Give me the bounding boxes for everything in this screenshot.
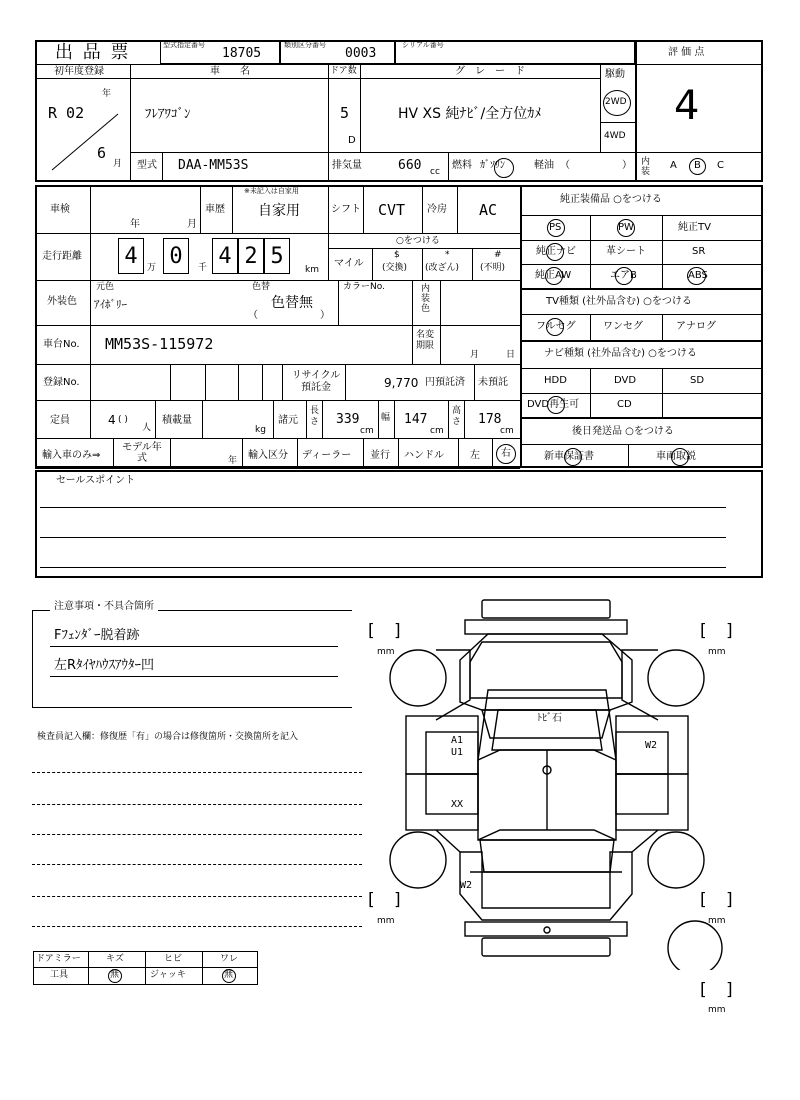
height-label: 高さ <box>452 406 462 427</box>
eq-abs: ABS <box>688 270 708 281</box>
car-diagram <box>370 590 760 970</box>
color-no-label: カラーNo. <box>343 282 385 292</box>
v-width <box>378 400 379 438</box>
v-interior <box>635 152 636 182</box>
drive-divider <box>600 122 635 123</box>
v-name-change <box>412 325 413 364</box>
inspector-line-5 <box>32 896 362 897</box>
v-color-no <box>338 280 339 325</box>
inspector-line-6 <box>32 926 362 927</box>
car-name: ﾌﾚｱﾜｺﾞﾝ <box>145 107 191 122</box>
recycle-label: リサイクル預託金 <box>291 370 341 393</box>
reg-year-unit: 年 <box>102 89 112 99</box>
tyre-fl-mm: mm <box>377 647 395 657</box>
import-dealer: ディーラー <box>302 450 352 461</box>
sales-line-1 <box>40 507 726 508</box>
history-label: 車歴 <box>205 204 225 215</box>
name-change-month: 月 <box>470 350 480 360</box>
mileage-digit-5: 5 <box>264 238 290 274</box>
load-unit: kg <box>255 425 266 435</box>
notes-underline-2 <box>50 676 338 677</box>
interior-c: C <box>717 160 724 171</box>
width-cm: cm <box>430 426 444 436</box>
v-mile-4 <box>472 248 473 280</box>
v-import-1 <box>113 438 114 468</box>
v-fuel <box>448 152 449 182</box>
tyre-rl-bracket-close: ] <box>394 890 401 910</box>
tv-fullseg: フルセグ <box>536 321 576 332</box>
equipment-title: 純正装備品 ○をつける <box>560 194 662 205</box>
doors-value: 5 <box>340 104 350 122</box>
tyre-fl-bracket-close: ] <box>394 621 401 641</box>
eq-sr: SR <box>692 246 706 257</box>
fuel-label: 燃料 <box>452 160 472 171</box>
navi-v-2 <box>662 368 663 417</box>
v-interior-color-2 <box>440 280 441 325</box>
v-mile <box>328 233 329 280</box>
door-suffix: D <box>348 135 356 146</box>
sales-point-box <box>35 470 763 578</box>
v-door <box>360 64 361 152</box>
category-value: 0003 <box>345 46 377 61</box>
eq-h-3 <box>520 264 763 265</box>
v-import-7 <box>458 438 459 468</box>
drive-label: 駆動 <box>605 69 625 80</box>
navi-hdd: HDD <box>544 375 567 386</box>
tamper-symbol: * <box>445 250 450 260</box>
reg-month-unit: 月 <box>113 159 123 169</box>
handle-label: ハンドル <box>404 450 444 461</box>
eq-aw: 純正AW <box>535 270 572 281</box>
tyre-rl-bracket-open: [ <box>368 890 375 910</box>
v-mile-2 <box>372 248 373 280</box>
diagram-roof-note: ﾄﾋﾞ石 <box>537 713 562 724</box>
interior-a: A <box>670 160 677 171</box>
name-change-day: 日 <box>506 350 516 360</box>
ac-value: AC <box>479 201 498 219</box>
original-color-value: ｱｲﾎﾞﾘｰ <box>94 298 127 311</box>
name-change-label: 名変期限 <box>416 330 435 351</box>
doors-label: ドア数 <box>330 66 357 76</box>
width-value: 147 <box>404 412 428 427</box>
header-line-3 <box>130 152 635 153</box>
v-length <box>322 400 323 438</box>
unknown-label: (不明) <box>480 263 506 273</box>
v-load-2 <box>202 400 203 438</box>
later-manual: 車両取説 <box>656 451 696 462</box>
model-label: 型式 <box>137 160 157 171</box>
v-history-2 <box>232 185 233 233</box>
displacement-unit: cc <box>430 167 440 177</box>
v-regno-4 <box>262 364 263 400</box>
score-label: 評 価 点 <box>668 47 705 58</box>
sales-line-2 <box>40 537 726 538</box>
inspector-label: 検査員記入欄：修復歴「有」の場合は修復箇所・交換箇所を記入 <box>37 732 299 742</box>
later-warranty: 新車保証書 <box>544 451 594 462</box>
mileage-digit-3: 4 <box>212 238 238 274</box>
eq-navi: 純正ナビ <box>536 246 576 257</box>
later-h-1 <box>520 444 763 445</box>
v-model-label <box>162 152 163 182</box>
acc-v-1 <box>88 951 89 985</box>
later-title: 後日発送品 ○をつける <box>572 426 674 437</box>
serial-label: シリアル番号 <box>402 41 444 49</box>
v-import-4 <box>297 438 298 468</box>
v-dims <box>273 400 274 438</box>
v-regno-3 <box>238 364 239 400</box>
history-note: ※未記入は自家用 <box>244 187 299 195</box>
fuel-paren-open: （ <box>560 160 570 171</box>
inspector-line-1 <box>32 772 362 773</box>
diagram-w2-right: W2 <box>645 740 658 751</box>
h-chassis <box>35 364 520 365</box>
tv-oneseg: ワンセグ <box>603 321 643 332</box>
score-value: 4 <box>674 83 700 129</box>
tyre-spare-bracket-close: ] <box>726 980 733 1000</box>
tyre-fl-bracket-open: [ <box>368 621 375 641</box>
v-history <box>200 185 201 233</box>
capacity-label: 定員 <box>50 415 70 426</box>
acc-tool-label: 工具 <box>50 970 69 980</box>
tamper-label: (改ざん) <box>425 263 460 273</box>
v-displacement <box>328 152 329 182</box>
eq-pw: PW <box>618 222 634 233</box>
category-label: 類別区分番号 <box>284 41 326 49</box>
diagram-a1: A1 <box>451 735 464 746</box>
h-inspection <box>35 233 520 234</box>
notes-line-1-text: Fﾌｪﾝﾀﾞｰ脱着跡 <box>54 628 140 643</box>
drive-4wd: 4WD <box>604 131 626 141</box>
chassis-label: 車台No. <box>43 339 80 350</box>
acc-jack-label: ジャッキ <box>150 970 186 980</box>
model-year-label: モデル年式 <box>122 442 162 464</box>
v-ac <box>422 185 423 233</box>
navi-v-1 <box>590 368 591 417</box>
v-recycle-2 <box>474 364 475 400</box>
tv-h-2 <box>520 340 763 342</box>
v-regno-1 <box>170 364 171 400</box>
type-designation-value: 18705 <box>222 46 262 61</box>
acc-header-scratch: キズ <box>106 954 124 964</box>
interior-top-line <box>635 152 763 153</box>
mileage-digit-1: 4 <box>118 238 144 274</box>
tv-v-2 <box>662 314 663 340</box>
tyre-rr-mm: mm <box>708 916 726 926</box>
inspector-line-3 <box>32 834 362 835</box>
original-color-label: 元色 <box>96 282 115 292</box>
v-name <box>328 64 329 152</box>
displacement-value: 660 <box>398 158 422 173</box>
capacity-unit: 人 <box>142 423 152 433</box>
header-line-2 <box>35 78 600 79</box>
mileage-digit-2: 0 <box>163 238 189 274</box>
v-shift <box>328 185 329 233</box>
color-change-label: 色替 <box>252 282 271 292</box>
reg-month: 6 <box>97 144 107 162</box>
sales-point-label: セールスポイント <box>56 475 136 486</box>
grade-label: グ レ ー ド <box>455 66 525 77</box>
dims-label: 諸元 <box>278 415 298 426</box>
displacement-label: 排気量 <box>332 160 362 171</box>
eq-airb: エアB <box>610 270 637 281</box>
eq-h-2 <box>520 240 763 241</box>
notes-underline-1 <box>50 646 338 647</box>
h-import-bottom <box>35 468 520 469</box>
navi-sd: SD <box>690 375 705 386</box>
v-dims-2 <box>306 400 307 438</box>
inspection-year-unit: 年 <box>130 219 140 230</box>
fuel-paren-close: ） <box>622 160 632 171</box>
navi-dvd: DVD <box>614 375 637 386</box>
color-change-value: 色替無 <box>271 295 313 311</box>
tv-v-1 <box>590 314 591 340</box>
v-import-5 <box>363 438 364 468</box>
import-class-label: 輸入区分 <box>248 450 288 461</box>
tv-title: TV種類 (社外品含む) ○をつける <box>546 296 692 307</box>
import-parallel: 並行 <box>370 450 390 461</box>
v-recycle <box>345 364 346 400</box>
acc-v-3 <box>202 951 203 985</box>
tyre-spare-mm: mm <box>708 1005 726 1015</box>
length-cm: cm <box>360 426 374 436</box>
tyre-fr-bracket-open: [ <box>700 621 707 641</box>
length-value: 339 <box>336 412 360 427</box>
navi-h-2 <box>520 393 763 394</box>
grade-value: HV XS 純ﾅﾋﾞ/全方位ｶﾒ <box>398 106 542 122</box>
mileage-label: 走行距離 <box>42 251 82 262</box>
capacity-value: 4 <box>108 413 116 427</box>
v-regno-2 <box>205 364 206 400</box>
tyre-fr-bracket-close: ] <box>726 621 733 641</box>
h-mileage <box>35 280 520 281</box>
tv-h-1 <box>520 314 763 315</box>
v-reg <box>130 64 131 182</box>
color-paren-open: （ <box>248 310 258 321</box>
v-interior-color <box>412 280 413 325</box>
interior-b: B <box>694 160 701 171</box>
tyre-fr-mm: mm <box>708 647 726 657</box>
score-divider <box>635 64 763 65</box>
notes-label: 注意事項・不具合箇所 <box>50 602 158 612</box>
v-height-2 <box>464 400 465 438</box>
mileage-digit-4: 2 <box>238 238 264 274</box>
tyre-spare-bracket-open: [ <box>700 980 707 1000</box>
acc-jack-mark: 無 <box>224 970 234 980</box>
eq-tv: 純正TV <box>678 222 711 233</box>
model-value: DAA-MM53S <box>178 158 249 173</box>
v-name-change-2 <box>440 325 441 364</box>
notes-line-2-text: 左Rﾀｲﾔﾊｳｽｱｳﾀｰ凹 <box>54 658 155 673</box>
v-width-2 <box>394 400 395 438</box>
height-value: 178 <box>478 412 502 427</box>
car-name-label: 車 名 <box>210 66 250 77</box>
header-line-1 <box>35 64 635 65</box>
acc-header-mirror: ドアミラー <box>36 954 81 964</box>
capacity-paren: ( ) <box>118 415 128 425</box>
load-label: 積載量 <box>162 415 192 426</box>
v-shift-2 <box>363 185 364 233</box>
eq-leather: 革シート <box>606 246 646 257</box>
sales-line-3 <box>40 567 726 568</box>
eq-h-4 <box>520 288 763 290</box>
handle-right: 右 <box>501 448 511 459</box>
diagram-xx: XX <box>451 799 464 810</box>
acc-tool-mark: 無 <box>110 970 120 980</box>
handle-left: 左 <box>470 450 480 461</box>
eq-ps: PS <box>549 222 562 233</box>
v-import-8 <box>492 438 493 468</box>
shift-label: シフト <box>331 204 361 215</box>
eq-v-2 <box>662 215 663 288</box>
inspector-line-2 <box>32 804 362 805</box>
diagram-w2-left: W2 <box>460 880 473 891</box>
height-cm: cm <box>500 426 514 436</box>
model-year-unit: 年 <box>228 456 238 466</box>
v-left-labels <box>90 185 91 438</box>
v-load <box>155 400 156 438</box>
exchange-label: (交換) <box>382 263 408 273</box>
tyre-rr-bracket-open: [ <box>700 890 707 910</box>
mileage-unit-km: km <box>305 265 319 275</box>
h-capacity <box>35 438 520 439</box>
exchange-symbol: $ <box>394 250 400 260</box>
reg-slash <box>50 112 123 172</box>
h-mile-note <box>328 248 520 249</box>
v-height <box>448 400 449 438</box>
v-mile-3 <box>422 248 423 280</box>
drive-2wd: 2WD <box>605 97 627 107</box>
acc-v-2 <box>145 951 146 985</box>
color-label: 外装色 <box>47 296 77 307</box>
shift-value: CVT <box>378 201 406 219</box>
eq-v-1 <box>590 215 591 288</box>
eq-h-1 <box>520 215 763 216</box>
mile-label: マイル <box>334 258 364 269</box>
inspection-month-unit: 月 <box>187 219 197 230</box>
width-label: 幅 <box>381 413 391 423</box>
interior-label: 内装 <box>641 157 651 177</box>
v-import-3 <box>242 438 243 468</box>
recycle-status: 円預託済 <box>425 377 465 388</box>
fuel-gasoline: ｶﾞｿﾘﾝ <box>480 160 505 171</box>
v-import-6 <box>398 438 399 468</box>
acc-header-crack: ヒビ <box>164 954 183 964</box>
later-v-1 <box>628 444 629 468</box>
v-import-2 <box>170 438 171 468</box>
reg-label: 初年度登録 <box>54 66 104 77</box>
registration-label: 登録No. <box>43 377 80 388</box>
ac-label: 冷房 <box>427 204 447 215</box>
navi-h-3 <box>520 417 763 419</box>
unknown-symbol: # <box>494 250 502 260</box>
v-main-split <box>520 185 522 468</box>
tv-analog: アナログ <box>676 321 716 332</box>
length-label: 長さ <box>310 406 320 427</box>
inspector-line-4 <box>32 864 362 865</box>
mileage-unit-man: 万 <box>147 263 157 273</box>
tyre-rl-mm: mm <box>377 916 395 926</box>
v-regno-5 <box>282 364 283 400</box>
h-color <box>35 325 520 326</box>
form-title: 出 品 票 <box>55 42 131 63</box>
chassis-value: MM53S-115972 <box>105 335 214 353</box>
navi-title: ナビ種類 (社外品含む) ○をつける <box>544 348 697 359</box>
import-label: 輸入車のみ⇒ <box>42 450 101 461</box>
navi-h-1 <box>520 368 763 369</box>
recycle-unpaid: 未預託 <box>478 377 508 388</box>
v-drive <box>600 64 601 152</box>
navi-dvdplay: DVD再生可 <box>527 399 580 410</box>
inspection-label: 車検 <box>50 204 70 215</box>
type-designation-label: 型式指定番号 <box>163 41 205 49</box>
reg-era: R 02 <box>48 104 85 122</box>
v-ac-2 <box>457 185 458 233</box>
acc-header-break: ワレ <box>220 954 239 964</box>
fuel-diesel: 軽油 <box>534 160 554 171</box>
mileage-unit-sen: 千 <box>198 263 208 273</box>
diagram-u1: U1 <box>451 747 464 758</box>
color-paren-close: ） <box>320 310 330 321</box>
history-value: 自家用 <box>258 203 300 219</box>
mileage-mark-note: ○をつける <box>396 236 440 246</box>
navi-cd: CD <box>617 399 632 410</box>
interior-color-label: 内装色 <box>421 284 431 314</box>
recycle-value: 9,770 <box>384 376 419 390</box>
tyre-rr-bracket-close: ] <box>726 890 733 910</box>
